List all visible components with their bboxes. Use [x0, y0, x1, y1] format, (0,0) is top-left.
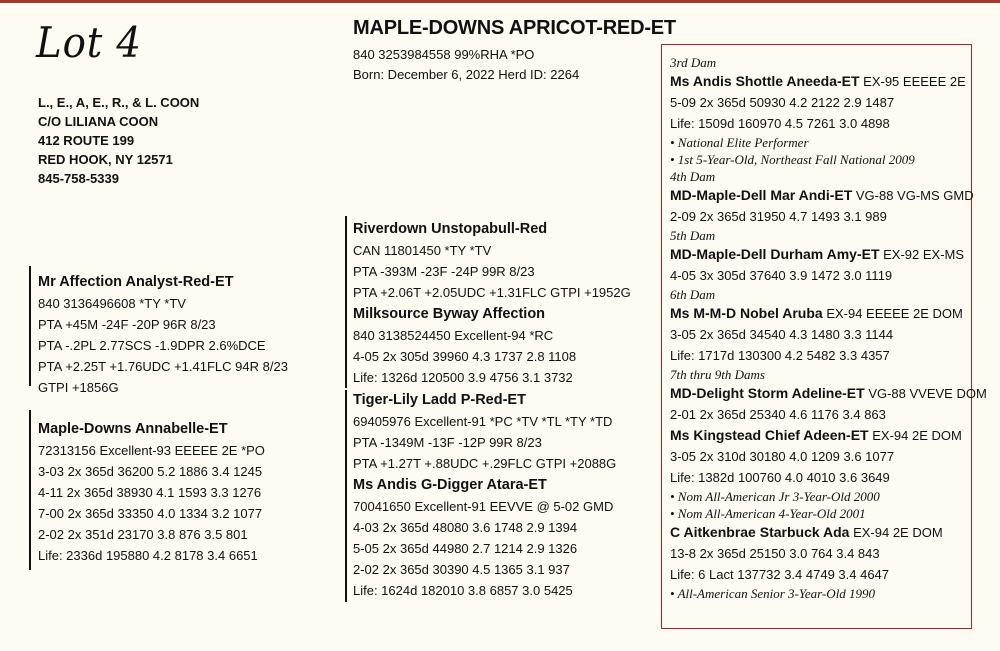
- dam-block: [38, 419, 265, 566]
- animal-name: MAPLE-DOWNS APRICOT-RED-ET: [353, 17, 676, 39]
- sire-line: PTA +2.25T +1.76UDC +1.41FLC 94R 8/23: [38, 359, 288, 374]
- production-record: 5-09 2x 365d 50930 4.2 2122 2.9 1487: [670, 95, 895, 110]
- ancestor-name: Ms M-M-D Nobel Aruba: [670, 305, 823, 321]
- animal-born-line: Born: December 6, 2022 Herd ID: 2264: [353, 67, 580, 82]
- production-record: Life: 1509d 160970 4.5 7261 3.0 4898: [670, 116, 890, 131]
- ancestor-name: Ms Andis Shottle Aneeda-ET: [670, 73, 860, 89]
- pedigree-bracket: [29, 410, 31, 570]
- award-note: • National Elite Performer: [670, 135, 809, 150]
- lot-number: Lot 4: [36, 18, 142, 67]
- award-note: • Nom All-American Jr 3-Year-Old 2000: [670, 489, 880, 504]
- sire-name: Mr Affection Analyst-Red-ET: [38, 274, 234, 290]
- ancestor-dam-name: [670, 244, 987, 265]
- dam-sire-line: PTA +1.27T +.88UDC +.29FLC GTPI +2088G: [353, 456, 617, 471]
- dam-generation-heading: 7th thru 9th Dams: [670, 367, 765, 382]
- award-note: • 1st 5-Year-Old, Northeast Fall National 2009: [670, 152, 915, 167]
- production-record: 3-05 2x 365d 34540 4.3 1480 3.3 1144: [670, 327, 894, 342]
- sire-sire-name: Riverdown Unstopabull-Red: [353, 221, 548, 237]
- sire-sire-block: [353, 219, 631, 303]
- dam-sire-line: 69405976 Excellent-91 *PC *TV *TL *TY *TD: [353, 414, 613, 429]
- sire-sire-line: PTA -393M -23F -24P 99R 8/23: [353, 264, 535, 279]
- sire-dam-line: 4-05 2x 305d 39960 4.3 1737 2.8 1108: [353, 349, 577, 364]
- dam-dam-line: 2-02 2x 365d 30390 4.5 1365 3.1 937: [353, 562, 570, 577]
- dam-line: Life: 2336d 195880 4.2 8178 3.4 6651: [38, 548, 258, 563]
- dam-dam-block: [353, 475, 613, 601]
- ancestor-name: MD-Maple-Dell Durham Amy-ET: [670, 246, 880, 262]
- ancestor-name: Ms Kingstead Chief Adeen-ET: [670, 427, 869, 443]
- production-record: 4-05 3x 305d 37640 3.9 1472 3.0 1119: [670, 268, 893, 283]
- sire-block: [38, 272, 288, 398]
- consignor-line: 412 ROUTE 199: [38, 133, 135, 148]
- ancestor-classification: EX-94 2E DOM: [849, 525, 943, 540]
- sire-dam-name: Milksource Byway Affection: [353, 306, 546, 322]
- production-record: Life: 1382d 100760 4.0 4010 3.6 3649: [670, 470, 890, 485]
- top-rule: [0, 0, 1000, 3]
- dam-dam-line: 4-03 2x 365d 48080 3.6 1748 2.9 1394: [353, 520, 578, 535]
- sire-line: PTA -.2PL 2.77SCS -1.9DPR 2.6%DCE: [38, 338, 266, 353]
- ancestor-classification: VG-88 VVEVE DOM: [864, 386, 987, 401]
- dam-sire-name: Tiger-Lily Ladd P-Red-ET: [353, 392, 526, 408]
- ancestor-classification: EX-92 EX-MS: [879, 247, 965, 262]
- consignor-line: 845-758-5339: [38, 171, 119, 186]
- sire-line: GTPI +1856G: [38, 380, 119, 395]
- dam-dam-line: 70041650 Excellent-91 EEVVE @ 5-02 GMD: [353, 499, 614, 514]
- production-record: 3-05 2x 310d 30180 4.0 1209 3.6 1077: [670, 449, 895, 464]
- pedigree-bracket: [29, 266, 31, 386]
- ancestor-dam-name: [670, 425, 987, 446]
- sire-dam-line: 840 3138524450 Excellent-94 *RC: [353, 328, 554, 343]
- dam-generation-heading: 5th Dam: [670, 228, 716, 243]
- ancestor-dam-name: [670, 185, 987, 206]
- maternal-line-list: [670, 54, 987, 602]
- sire-sire-line: CAN 11801450 *TY *TV: [353, 243, 492, 258]
- production-record: Life: 6 Lact 137732 3.4 4749 3.4 4647: [670, 567, 890, 582]
- consignor-line: L., E., A, E., R., & L. COON: [38, 95, 200, 110]
- production-record: Life: 1717d 130300 4.2 5482 3.3 4357: [670, 348, 890, 363]
- sire-dam-line: Life: 1326d 120500 3.9 4756 3.1 3732: [353, 370, 573, 385]
- pedigree-bracket: [345, 216, 347, 388]
- dam-sire-block: [353, 390, 616, 474]
- dam-line: 4-11 2x 365d 38930 4.1 1593 3.3 1276: [38, 485, 262, 500]
- pedigree-bracket: [345, 390, 347, 602]
- sire-line: PTA +45M -24F -20P 96R 8/23: [38, 317, 216, 332]
- dam-generation-heading: 4th Dam: [670, 169, 716, 184]
- dam-name: Maple-Downs Annabelle-ET: [38, 421, 228, 437]
- consignor-line: RED HOOK, NY 12571: [38, 152, 173, 167]
- ancestor-dam-name: [670, 383, 987, 404]
- consignor-line: C/O LILIANA COON: [38, 114, 159, 129]
- ancestor-classification: EX-94 2E DOM: [868, 428, 962, 443]
- dam-generation-heading: 3rd Dam: [670, 55, 717, 70]
- dam-line: 7-00 2x 365d 33350 4.0 1334 3.2 1077: [38, 506, 263, 521]
- dam-generation-heading: 6th Dam: [670, 287, 716, 302]
- sire-sire-line: PTA +2.06T +2.05UDC +1.31FLC GTPI +1952G: [353, 285, 631, 300]
- sire-line: 840 3136496608 *TY *TV: [38, 296, 186, 311]
- consignor-address: [38, 93, 199, 188]
- dam-dam-name: Ms Andis G-Digger Atara-ET: [353, 477, 547, 493]
- animal-id-line: 840 3253984558 99%RHA *PO: [353, 47, 535, 62]
- ancestor-dam-name: [670, 71, 987, 92]
- ancestor-dam-name: [670, 303, 987, 324]
- ancestor-classification: EX-94 EEEEE 2E DOM: [822, 306, 963, 321]
- production-record: 2-09 2x 365d 31950 4.7 1493 3.1 989: [670, 209, 887, 224]
- dam-line: 72313156 Excellent-93 EEEEE 2E *PO: [38, 443, 265, 458]
- dam-line: 3-03 2x 365d 36200 5.2 1886 3.4 1245: [38, 464, 263, 479]
- dam-dam-line: 5-05 2x 365d 44980 2.7 1214 2.9 1326: [353, 541, 578, 556]
- sire-dam-block: [353, 304, 576, 388]
- dam-dam-line: Life: 1624d 182010 3.8 6857 3.0 5425: [353, 583, 573, 598]
- ancestor-classification: EX-95 EEEEE 2E: [859, 74, 966, 89]
- ancestor-name: MD-Delight Storm Adeline-ET: [670, 385, 865, 401]
- dam-line: 2-02 2x 351d 23170 3.8 876 3.5 801: [38, 527, 248, 542]
- dam-sire-line: PTA -1349M -13F -12P 99R 8/23: [353, 435, 542, 450]
- production-record: 13-8 2x 365d 25150 3.0 764 3.4 843: [670, 546, 880, 561]
- production-record: 2-01 2x 365d 25340 4.6 1176 3.4 863: [670, 407, 886, 422]
- ancestor-name: MD-Maple-Dell Mar Andi-ET: [670, 187, 853, 203]
- ancestor-classification: VG-88 VG-MS GMD: [852, 188, 974, 203]
- ancestor-dam-name: [670, 522, 987, 543]
- award-note: • All-American Senior 3-Year-Old 1990: [670, 586, 876, 601]
- ancestor-name: C Aitkenbrae Starbuck Ada: [670, 524, 850, 540]
- award-note: • Nom All-American 4-Year-Old 2001: [670, 506, 866, 521]
